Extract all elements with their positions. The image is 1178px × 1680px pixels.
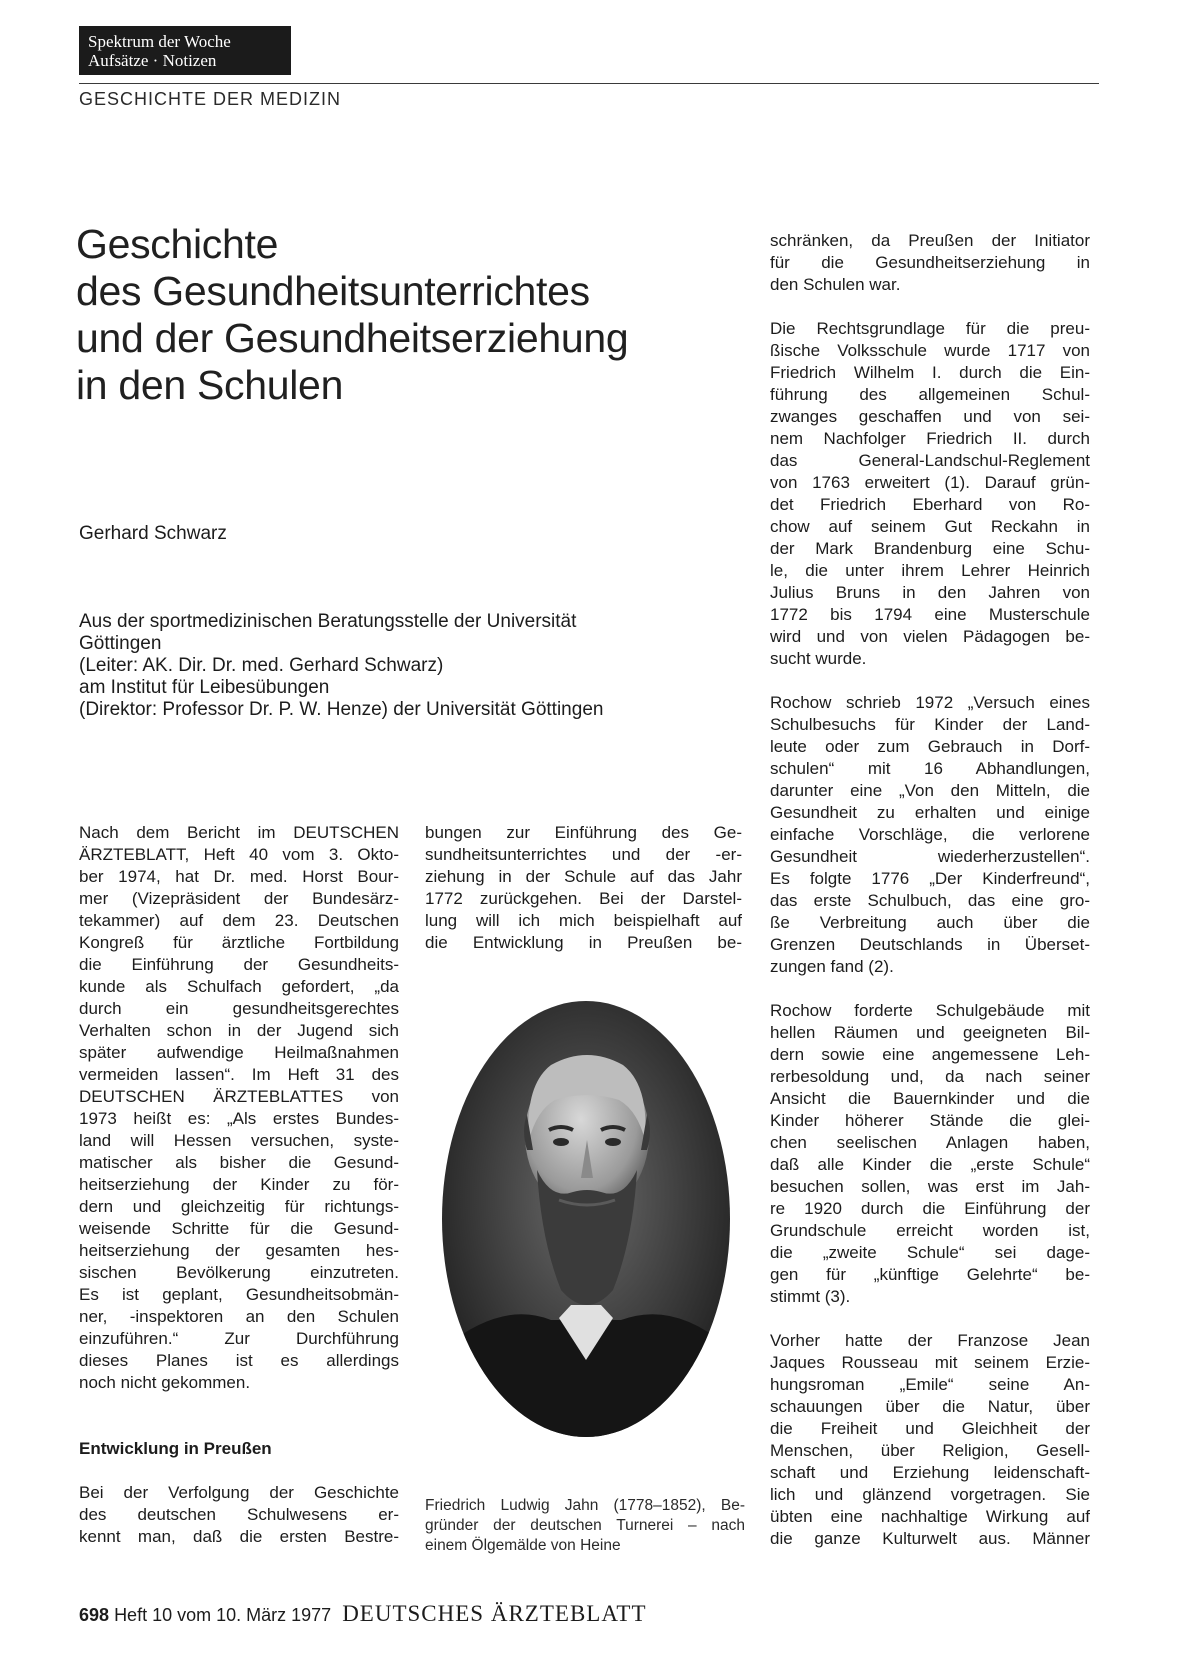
- text-line: matischer als bisher die Gesund-: [79, 1153, 399, 1172]
- text-line: lung will ich mich beispielhaft auf: [425, 911, 742, 930]
- text-line: ber 1974, hat Dr. med. Horst Bour-: [79, 867, 399, 886]
- affiliation: [79, 611, 603, 721]
- text-line: Vorher hatte der Franzose Jean: [770, 1331, 1090, 1350]
- text-line: 1772 zurückgehen. Bei der Darstel-: [425, 889, 742, 908]
- figure-caption: [425, 1496, 745, 1556]
- text-line: dieses Planes ist es allerdings: [79, 1351, 399, 1370]
- text-line: stimmt (3).: [770, 1287, 851, 1306]
- section-badge: [79, 26, 291, 75]
- text-line: darunter eine „Von den Mitteln, die: [770, 781, 1090, 800]
- title-line: des Gesundheitsunterrichtes: [76, 268, 590, 314]
- text-line: ner, -inspektoren an den Schulen: [79, 1307, 399, 1326]
- text-line: chow auf seinem Gut Reckahn in: [770, 517, 1090, 536]
- text-line: gen für „künftige Gelehrte“ be-: [770, 1265, 1090, 1284]
- text-line: 1772 bis 1794 eine Musterschule: [770, 605, 1090, 624]
- text-line: übten eine nachhaltige Wirkung auf: [770, 1507, 1090, 1526]
- text-line: tekammer) auf dem 23. Deutschen: [79, 911, 399, 930]
- text-line: einzuführen.“ Zur Durchführung: [79, 1329, 399, 1348]
- text-line: le, die unter ihrem Lehrer Heinrich: [770, 561, 1090, 580]
- text-line: Die Rechtsgrundlage für die preu-: [770, 319, 1090, 338]
- text-line: det Friedrich Eberhard von Ro-: [770, 495, 1090, 514]
- paragraph: [770, 1330, 1090, 1550]
- text-line: dern und gleichzeitig für richtungs-: [79, 1197, 399, 1216]
- text-line: schränken, da Preußen der Initiator: [770, 231, 1090, 250]
- caption-line: gründer der deutschen Turnerei – nach: [425, 1517, 745, 1534]
- text-line: leute oder zum Gebrauch in Dorf-: [770, 737, 1090, 756]
- title-line: in den Schulen: [76, 362, 344, 408]
- text-line: Rochow schrieb 1972 „Versuch eines: [770, 693, 1090, 712]
- text-line: 1973 heißt es: „Als erstes Bundes-: [79, 1109, 399, 1128]
- text-line: dern sowie eine angemessene Leh-: [770, 1045, 1090, 1064]
- text-line: das General-Landschul-Reglement: [770, 451, 1090, 470]
- text-line: Julius Bruns in den Jahren von: [770, 583, 1090, 602]
- text-line: schauungen über die Natur, über: [770, 1397, 1090, 1416]
- top-rule: [79, 83, 1099, 84]
- caption-line: einem Ölgemälde von Heine: [425, 1537, 621, 1554]
- text-column-3: [770, 230, 1090, 1550]
- paragraph: [770, 230, 1090, 296]
- text-line: mer (Vizepräsident der Bundesärz-: [79, 889, 399, 908]
- text-line: nem Nachfolger Friedrich II. durch: [770, 429, 1090, 448]
- text-line: re 1920 durch die Einführung der: [770, 1199, 1090, 1218]
- text-line: ziehung in der Schule auf das Jahr: [425, 867, 742, 886]
- text-line: heitserziehung der gesamten hes-: [79, 1241, 399, 1260]
- paragraph: [770, 692, 1090, 978]
- page-footer: [79, 1601, 647, 1627]
- text-line: später aufwendige Heilmaßnahmen: [79, 1043, 399, 1062]
- text-line: Kinder höherer Stände die glei-: [770, 1111, 1090, 1130]
- affiliation-line: Aus der sportmedizinischen Beratungsstelle der Universität: [79, 611, 577, 632]
- text-line: des deutschen Schulwesens er-: [79, 1505, 399, 1524]
- text-line: zungen fand (2).: [770, 957, 894, 976]
- subheading: Entwicklung in Preußen: [79, 1439, 272, 1458]
- text-line: Verhalten schon in der Jugend sich: [79, 1021, 399, 1040]
- text-line: rerbesoldung und, da nach seiner: [770, 1067, 1090, 1086]
- text-line: sischen Bevölkerung einzutreten.: [79, 1263, 399, 1282]
- text-line: schaft und Erziehung leidenschaft-: [770, 1463, 1090, 1482]
- text-line: die Freiheit und Gleichheit der: [770, 1419, 1090, 1438]
- text-line: sucht wurde.: [770, 649, 867, 668]
- text-line: Grundschule erreicht worden ist,: [770, 1221, 1090, 1240]
- text-line: Rochow forderte Schulgebäude mit: [770, 1001, 1090, 1020]
- text-line: noch nicht gekommen.: [79, 1373, 251, 1392]
- caption-line: Friedrich Ludwig Jahn (1778–1852), Be-: [425, 1497, 745, 1514]
- text-line: vermeiden lassen“. Im Heft 31 des: [79, 1065, 399, 1084]
- text-line: den Schulen war.: [770, 275, 901, 294]
- text-line: besuchen sollen, was erst im Jah-: [770, 1177, 1090, 1196]
- text-line: ße Verbreitung auch über die: [770, 913, 1090, 932]
- text-line: hellen Räumen und geeigneten Bil-: [770, 1023, 1090, 1042]
- text-line: DEUTSCHEN ÄRZTEBLATTES von: [79, 1087, 399, 1106]
- badge-line-2: Aufsätze · Notizen: [88, 51, 217, 70]
- text-line: für die Gesundheitserziehung in: [770, 253, 1090, 272]
- text-line: ÄRZTEBLATT, Heft 40 vom 3. Okto-: [79, 845, 399, 864]
- text-line: weisende Schritte für die Gesund-: [79, 1219, 399, 1238]
- text-line: Menschen, über Religion, Gesell-: [770, 1441, 1090, 1460]
- affiliation-line: am Institut für Leibesübungen: [79, 677, 330, 698]
- title-line: Geschichte: [76, 221, 279, 267]
- text-line: Gesundheit wiederherzustellen“.: [770, 847, 1090, 866]
- text-line: Gesundheit zu erhalten und einige: [770, 803, 1090, 822]
- text-line: Es ist geplant, Gesundheitsobmän-: [79, 1285, 399, 1304]
- text-line: einfache Vorschläge, die verlorene: [770, 825, 1090, 844]
- text-line: führung des allgemeinen Schul-: [770, 385, 1090, 404]
- portrait-image: [441, 1000, 731, 1438]
- text-line: zwanges geschaffen und von sei-: [770, 407, 1090, 426]
- text-line: Bei der Verfolgung der Geschichte: [79, 1483, 399, 1502]
- text-line: Ansicht die Bauernkinder und die: [770, 1089, 1090, 1108]
- text-line: Schulbesuchs für Kinder der Land-: [770, 715, 1090, 734]
- text-line: Kongreß für ärztliche Fortbildung: [79, 933, 399, 952]
- text-line: Grenzen Deutschlands in Überset-: [770, 935, 1090, 954]
- author: Gerhard Schwarz: [79, 523, 227, 544]
- text-line: chen seelischen Anlagen haben,: [770, 1133, 1090, 1152]
- text-line: kunde als Schulfach gefordert, „da: [79, 977, 399, 996]
- text-line: wird und von vielen Pädagogen be-: [770, 627, 1090, 646]
- affiliation-line: Göttingen: [79, 633, 162, 654]
- text-line: bungen zur Einführung des Ge-: [425, 823, 742, 842]
- text-line: kennt man, daß die ersten Bestre-: [79, 1527, 399, 1546]
- text-line: die Entwicklung in Preußen be-: [425, 933, 742, 952]
- text-line: das erste Schulbuch, das eine gro-: [770, 891, 1090, 910]
- badge-line-1: Spektrum der Woche: [88, 32, 231, 51]
- text-line: ßische Volksschule wurde 1717 von: [770, 341, 1090, 360]
- page-number: 698: [79, 1605, 110, 1625]
- text-line: schulen“ mit 16 Abhandlungen,: [770, 759, 1090, 778]
- text-line: land will Hessen versuchen, syste-: [79, 1131, 399, 1150]
- text-column-2: [425, 822, 742, 954]
- text-line: der Mark Brandenburg eine Schu-: [770, 539, 1090, 558]
- text-line: Friedrich Wilhelm I. durch die Ein-: [770, 363, 1090, 382]
- text-line: hungsroman „Emile“ seine An-: [770, 1375, 1090, 1394]
- text-line: Es folgte 1776 „Der Kinderfreund“,: [770, 869, 1090, 888]
- text-line: daß alle Kinder die „erste Schule“: [770, 1155, 1090, 1174]
- paragraph: [770, 318, 1090, 670]
- text-line: sundheitsunterrichtes und der -er-: [425, 845, 742, 864]
- text-line: die „zweite Schule“ sei dage-: [770, 1243, 1090, 1262]
- paragraph: [770, 1000, 1090, 1308]
- text-line: von 1763 erweitert (1). Darauf grün-: [770, 473, 1090, 492]
- section-heading: GESCHICHTE DER MEDIZIN: [79, 89, 342, 109]
- text-line: Nach dem Bericht im DEUTSCHEN: [79, 823, 399, 842]
- text-line: durch ein gesundheitsgerechtes: [79, 999, 399, 1018]
- journal-name: DEUTSCHES ÄRZTEBLATT: [342, 1601, 647, 1626]
- issue-info: Heft 10 vom 10. März 1977: [114, 1605, 332, 1625]
- text-line: die Einführung der Gesundheits-: [79, 955, 399, 974]
- affiliation-line: (Leiter: AK. Dir. Dr. med. Gerhard Schwarz): [79, 655, 444, 676]
- title-line: und der Gesundheitserziehung: [76, 315, 629, 361]
- article-title: [76, 221, 726, 409]
- text-line: die ganze Kulturwelt aus. Männer: [770, 1529, 1090, 1548]
- text-line: heitserziehung der Kinder zu för-: [79, 1175, 399, 1194]
- text-column-1: [79, 822, 399, 1548]
- text-line: Jaques Rousseau mit seinem Erzie-: [770, 1353, 1090, 1372]
- affiliation-line: (Direktor: Professor Dr. P. W. Henze) der Universität Göttingen: [79, 699, 604, 720]
- text-line: lich und glänzend vorgetragen. Sie: [770, 1485, 1090, 1504]
